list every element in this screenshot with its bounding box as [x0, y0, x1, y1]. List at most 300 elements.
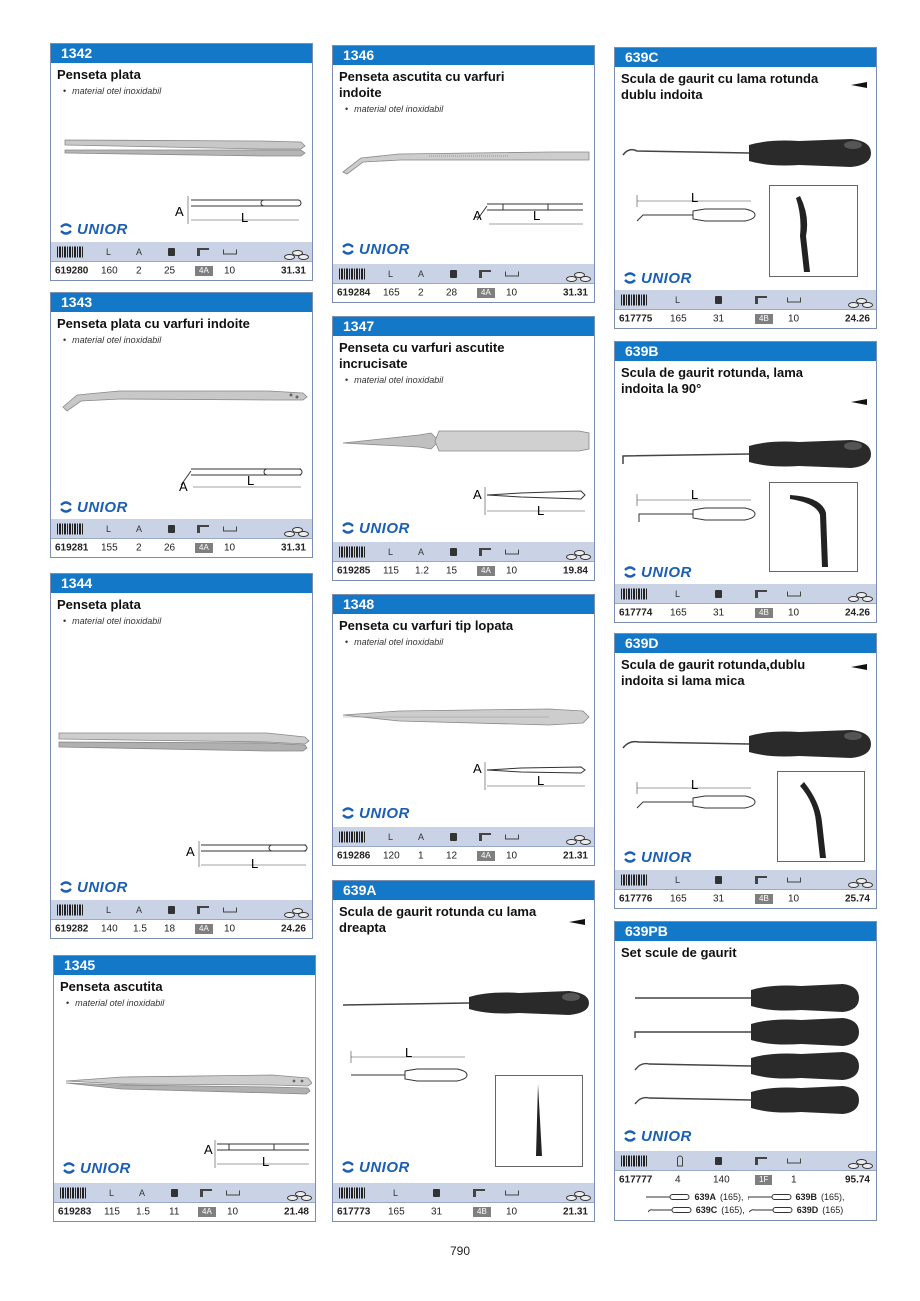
- product-title: Penseta cu varfuri tip lopata: [339, 618, 514, 633]
- unior-logo-mark-icon: [623, 1129, 637, 1143]
- product-material: • material otel inoxidabil: [54, 995, 315, 1008]
- set-item-length: (165),: [721, 1204, 745, 1215]
- article-code: 617773: [337, 1206, 371, 1218]
- a-value: 2: [136, 542, 142, 554]
- dimension-label-l: L: [691, 487, 699, 502]
- dimension-label-l: L: [251, 856, 259, 871]
- weight-value: 18: [164, 923, 176, 935]
- article-code: 619283: [58, 1206, 92, 1218]
- barcode-icon: [339, 268, 365, 279]
- product-material: • material otel inoxidabil: [51, 613, 312, 626]
- ruler-icon: [505, 271, 519, 276]
- unior-logo: [341, 520, 410, 536]
- weight-value: 31: [713, 607, 725, 619]
- tweezers-photo: [339, 705, 591, 729]
- unior-logo-mark-icon: [341, 521, 355, 535]
- coins-icon: [848, 877, 874, 889]
- length-header: L: [388, 268, 394, 279]
- qty-value: 10: [506, 565, 518, 577]
- product-number: 1347: [333, 317, 594, 336]
- ruler-icon: [505, 1190, 519, 1195]
- coins-icon: [566, 549, 592, 561]
- weight-value: 11: [169, 1206, 180, 1218]
- tip-detail-inset: [769, 482, 858, 572]
- dimension-drawing: [171, 194, 306, 226]
- price-value: 24.26: [844, 607, 870, 619]
- product-card-1344: [50, 573, 313, 939]
- length-header: L: [388, 831, 394, 842]
- lock-icon: [715, 1157, 722, 1165]
- package-icon: [197, 906, 209, 914]
- tweezers-photo: [61, 136, 311, 160]
- barcode-icon: [57, 246, 83, 257]
- package-icon: [755, 876, 767, 884]
- weight-value: 26: [164, 542, 176, 554]
- unior-logo-mark-icon: [341, 806, 355, 820]
- page-number: 790: [449, 1244, 471, 1258]
- product-number: 639PB: [615, 922, 876, 941]
- dimension-label-a: A: [473, 208, 482, 223]
- price-value: 31.31: [280, 542, 306, 554]
- product-title: Penseta plata cu varfuri indoite: [57, 316, 250, 331]
- spec-header: [615, 290, 876, 309]
- coins-icon: [566, 1190, 592, 1202]
- weight-value: 25: [164, 265, 176, 277]
- unior-logo: [341, 805, 410, 821]
- coins-icon: [284, 526, 310, 538]
- lock-icon: [715, 296, 722, 304]
- probe-mini-icon: [748, 1194, 792, 1200]
- price-value: 21.31: [562, 1206, 588, 1218]
- unior-logo: [59, 879, 128, 895]
- dimension-label-l: L: [241, 210, 249, 225]
- ruler-icon: [505, 549, 519, 554]
- ruler-icon: [223, 249, 237, 254]
- spec-header: [615, 1151, 876, 1170]
- price-value: 21.31: [562, 850, 588, 862]
- product-number: 1345: [54, 956, 315, 975]
- article-code: 617777: [619, 1174, 653, 1186]
- product-card-639a: [332, 880, 595, 1222]
- unior-logo: [59, 221, 128, 237]
- ruler-icon: [787, 1158, 801, 1163]
- spec-table: [333, 264, 594, 302]
- product-card-1348: [332, 594, 595, 866]
- ruler-icon: [787, 591, 801, 596]
- unior-logo: [623, 1128, 692, 1144]
- pack-badge: 4B: [755, 894, 773, 904]
- spec-values: [333, 1202, 594, 1221]
- tip-detail-inset: [777, 771, 865, 862]
- barcode-icon: [339, 1187, 365, 1198]
- direction-arrow-icon: [851, 82, 867, 88]
- tweezers-photo: [62, 1071, 312, 1097]
- price-value: 19.84: [562, 565, 588, 577]
- product-title: Scula de gaurit cu lama rotunda dublu indoita: [621, 71, 819, 102]
- weight-value: 31: [713, 313, 725, 325]
- unior-logo-mark-icon: [341, 1160, 355, 1174]
- weight-value: 31: [431, 1206, 443, 1218]
- dimension-label-l: L: [691, 190, 699, 205]
- spec-table: [615, 1151, 876, 1189]
- price-value: 24.26: [844, 313, 870, 325]
- length-header: L: [675, 294, 681, 305]
- dimension-label-a: A: [473, 487, 482, 502]
- lock-icon: [715, 590, 722, 598]
- a-header: A: [136, 523, 143, 534]
- coins-icon: [284, 249, 310, 261]
- lock-icon: [433, 1189, 440, 1197]
- set-contents: [615, 1190, 876, 1216]
- a-header: A: [418, 268, 425, 279]
- brand-name: UNIOR: [641, 269, 692, 287]
- spec-values: [615, 889, 876, 908]
- product-title: Scula de gaurit rotunda, lama indoita la 90°: [621, 365, 804, 396]
- ruler-icon: [226, 1190, 240, 1195]
- qty-value: 1: [791, 1174, 797, 1186]
- unior-logo: [59, 499, 128, 515]
- product-material: • material otel inoxidabil: [333, 634, 594, 647]
- set-item-length: (165),: [821, 1191, 845, 1202]
- set-contents-row: [615, 1190, 876, 1203]
- probe-tool-photo: [619, 724, 873, 764]
- article-code: 619281: [55, 542, 89, 554]
- article-code: 619285: [337, 565, 371, 577]
- tweezers-photo: [339, 146, 591, 176]
- dimension-label-a: A: [204, 1142, 213, 1157]
- product-card-1343: [50, 292, 313, 558]
- length-value: 165: [670, 893, 687, 905]
- a-value: 1.5: [136, 1206, 150, 1218]
- direction-arrow-icon: [851, 664, 867, 670]
- set-item-name: 639D: [796, 1204, 819, 1215]
- barcode-icon: [60, 1187, 86, 1198]
- length-header: L: [388, 546, 394, 557]
- dimension-label-a: A: [179, 479, 188, 494]
- spec-table: [51, 519, 312, 557]
- set-item-name: 639A: [694, 1191, 716, 1202]
- spec-header: [333, 542, 594, 561]
- product-title: Scula de gaurit rotunda,dublu indoita si lama mica: [621, 657, 806, 688]
- spec-header: [333, 827, 594, 846]
- barcode-icon: [621, 874, 647, 885]
- brand-name: UNIOR: [80, 1159, 131, 1177]
- pen-icon: [677, 1155, 683, 1166]
- brand-name: UNIOR: [77, 220, 128, 238]
- length-header: L: [109, 1187, 115, 1198]
- package-icon: [200, 1189, 212, 1197]
- spec-values: [51, 538, 312, 557]
- length-value: 140: [101, 923, 118, 935]
- tool-set-photo: [631, 980, 863, 1120]
- dimension-drawing: [473, 196, 588, 228]
- spec-table: [615, 584, 876, 622]
- tip-detail-inset: [769, 185, 858, 277]
- dimension-label-l: L: [247, 473, 255, 488]
- weight-value: 28: [446, 287, 458, 299]
- length-header: L: [106, 904, 112, 915]
- tip-detail-drawing: [778, 772, 864, 861]
- spec-table: [51, 900, 312, 938]
- length-value: 155: [101, 542, 118, 554]
- article-code: 619286: [337, 850, 371, 862]
- qty-value: 10: [506, 850, 518, 862]
- pieces-value: 4: [675, 1174, 681, 1186]
- spec-header: [615, 870, 876, 889]
- price-value: 21.48: [283, 1206, 309, 1218]
- product-number: 1346: [333, 46, 594, 65]
- package-icon: [755, 296, 767, 304]
- barcode-icon: [621, 588, 647, 599]
- product-card-639pb: [614, 921, 877, 1221]
- length-header: L: [675, 588, 681, 599]
- coins-icon: [566, 271, 592, 283]
- product-title: Scula de gaurit rotunda cu lama dreapta: [339, 904, 537, 935]
- set-item-length: (165),: [719, 1191, 744, 1202]
- dimension-label-a: A: [175, 204, 184, 219]
- product-number: 1342: [51, 44, 312, 63]
- length-header: L: [106, 523, 112, 534]
- pack-badge: 4A: [195, 924, 213, 934]
- price-value: 24.26: [280, 923, 306, 935]
- product-title: Penseta ascutita cu varfuri indoite: [339, 69, 505, 100]
- barcode-icon: [57, 523, 83, 534]
- spec-values: [51, 919, 312, 938]
- spec-table: [51, 242, 312, 280]
- probe-mini-icon: [646, 1194, 690, 1200]
- coins-icon: [848, 1158, 874, 1170]
- qty-value: 10: [227, 1206, 239, 1218]
- unior-logo: [62, 1160, 131, 1176]
- ruler-icon: [787, 297, 801, 302]
- lock-icon: [450, 833, 457, 841]
- package-icon: [479, 548, 491, 556]
- dimension-label-l: L: [537, 503, 545, 518]
- lock-icon: [450, 270, 457, 278]
- qty-value: 10: [224, 265, 236, 277]
- tip-detail-drawing: [770, 186, 857, 276]
- dimension-drawing: [179, 463, 309, 493]
- product-number: 639D: [615, 634, 876, 653]
- barcode-icon: [339, 831, 365, 842]
- product-title: Penseta cu varfuri ascutite incrucisate: [339, 340, 505, 371]
- package-icon: [197, 525, 209, 533]
- tweezers-photo: [57, 729, 311, 755]
- lock-icon: [168, 248, 175, 256]
- qty-value: 10: [788, 607, 800, 619]
- a-value: 2: [418, 287, 424, 299]
- a-value: 1: [418, 850, 424, 862]
- dimension-label-l: L: [405, 1045, 413, 1060]
- length-value: 120: [383, 850, 400, 862]
- product-material: • material otel inoxidabil: [51, 332, 312, 345]
- unior-logo-mark-icon: [59, 880, 73, 894]
- length-value: 115: [383, 565, 399, 577]
- ruler-icon: [787, 877, 801, 882]
- dimension-label-l: L: [533, 208, 541, 223]
- tip-detail-drawing: [770, 483, 857, 571]
- pack-badge: 4A: [477, 566, 495, 576]
- brand-name: UNIOR: [77, 878, 128, 896]
- pack-badge: 4A: [477, 288, 495, 298]
- product-title: Penseta plata: [57, 67, 141, 82]
- spec-header: [54, 1183, 315, 1202]
- package-icon: [755, 590, 767, 598]
- length-value: 165: [388, 1206, 405, 1218]
- brand-name: UNIOR: [359, 519, 410, 537]
- a-header: A: [418, 546, 425, 557]
- product-number: 639B: [615, 342, 876, 361]
- spec-header: [333, 264, 594, 283]
- spec-header: [51, 900, 312, 919]
- weight-value: 12: [446, 850, 458, 862]
- qty-value: 10: [506, 287, 518, 299]
- brand-name: UNIOR: [641, 563, 692, 581]
- unior-logo-mark-icon: [341, 242, 355, 256]
- probe-mini-icon: [749, 1207, 793, 1213]
- weight-value: 31: [713, 893, 725, 905]
- lock-icon: [168, 906, 175, 914]
- brand-name: UNIOR: [359, 804, 410, 822]
- qty-value: 10: [506, 1206, 518, 1218]
- price-value: 25.74: [844, 893, 870, 905]
- probe-tool-photo: [619, 434, 873, 474]
- price-value: 95.74: [844, 1174, 870, 1186]
- product-number: 1343: [51, 293, 312, 312]
- weight-value: 140: [713, 1174, 730, 1186]
- product-title: Set scule de gaurit: [621, 945, 737, 960]
- length-header: L: [106, 246, 112, 257]
- package-icon: [755, 1157, 767, 1165]
- spec-values: [615, 1170, 876, 1189]
- coins-icon: [566, 834, 592, 846]
- article-code: 619280: [55, 265, 89, 277]
- ruler-icon: [223, 907, 237, 912]
- product-number: 639A: [333, 881, 594, 900]
- product-title: Penseta ascutita: [60, 979, 163, 994]
- barcode-icon: [621, 1155, 647, 1166]
- article-code: 617776: [619, 893, 653, 905]
- set-item-length: (165): [822, 1204, 844, 1215]
- pack-badge: 4B: [473, 1207, 491, 1217]
- product-card-639d: [614, 633, 877, 909]
- weight-value: 15: [446, 565, 458, 577]
- probe-mini-icon: [648, 1207, 692, 1213]
- dimension-label-a: A: [473, 761, 482, 776]
- direction-arrow-icon: [851, 399, 867, 405]
- spec-table: [333, 827, 594, 865]
- a-header: A: [136, 246, 143, 257]
- pack-badge: 4A: [195, 543, 213, 553]
- brand-name: UNIOR: [641, 1127, 692, 1145]
- dimension-label-l: L: [537, 773, 545, 788]
- qty-value: 10: [224, 542, 236, 554]
- spec-header: [51, 519, 312, 538]
- package-icon: [197, 248, 209, 256]
- brand-name: UNIOR: [359, 1158, 410, 1176]
- tip-detail-drawing: [496, 1076, 582, 1166]
- product-number: 1348: [333, 595, 594, 614]
- unior-logo: [341, 1159, 410, 1175]
- article-code: 619282: [55, 923, 89, 935]
- spec-table: [615, 870, 876, 908]
- length-value: 165: [670, 607, 687, 619]
- spec-table: [615, 290, 876, 328]
- coins-icon: [287, 1190, 313, 1202]
- pack-badge: 4A: [477, 851, 495, 861]
- product-card-639b: [614, 341, 877, 623]
- a-header: A: [136, 904, 143, 915]
- unior-logo-mark-icon: [623, 565, 637, 579]
- ruler-icon: [505, 834, 519, 839]
- lock-icon: [450, 548, 457, 556]
- spec-table: [333, 1183, 594, 1221]
- set-contents-row: [615, 1203, 876, 1216]
- product-material: • material otel inoxidabil: [51, 83, 312, 96]
- spec-values: [333, 846, 594, 865]
- product-material: • material otel inoxidabil: [333, 372, 594, 385]
- package-icon: [479, 833, 491, 841]
- product-card-1346: [332, 45, 595, 303]
- spec-values: [333, 283, 594, 302]
- qty-value: 10: [224, 923, 236, 935]
- spec-values: [54, 1202, 315, 1221]
- qty-value: 10: [788, 893, 800, 905]
- a-value: 1.5: [133, 923, 147, 935]
- article-code: 617775: [619, 313, 653, 325]
- dimension-drawing: [481, 760, 589, 794]
- barcode-icon: [621, 294, 647, 305]
- product-card-1347: [332, 316, 595, 581]
- set-item-name: 639B: [795, 1191, 818, 1202]
- pack-badge: 4B: [755, 608, 773, 618]
- dimension-drawing: [209, 1138, 313, 1170]
- set-item-name: 639C: [695, 1204, 718, 1215]
- tweezers-photo: [59, 385, 309, 415]
- a-value: 2: [136, 265, 142, 277]
- brand-name: UNIOR: [77, 498, 128, 516]
- pack-badge: 4B: [755, 314, 773, 324]
- unior-logo: [341, 241, 410, 257]
- product-card-639c: [614, 47, 877, 329]
- lock-icon: [171, 1189, 178, 1197]
- lock-icon: [168, 525, 175, 533]
- probe-tool-photo: [339, 981, 591, 1025]
- brand-name: UNIOR: [359, 240, 410, 258]
- product-title: Penseta plata: [57, 597, 141, 612]
- spec-values: [615, 603, 876, 622]
- coins-icon: [848, 591, 874, 603]
- length-value: 165: [670, 313, 687, 325]
- unior-logo-mark-icon: [623, 850, 637, 864]
- article-code: 617774: [619, 607, 653, 619]
- product-card-1345: [53, 955, 316, 1222]
- coins-icon: [848, 297, 874, 309]
- unior-logo: [623, 849, 692, 865]
- spec-values: [333, 561, 594, 580]
- product-number: 1344: [51, 574, 312, 593]
- a-value: 1.2: [415, 565, 429, 577]
- article-code: 619284: [337, 287, 371, 299]
- lock-icon: [715, 876, 722, 884]
- dimension-label-l: L: [691, 777, 699, 792]
- package-icon: [479, 270, 491, 278]
- barcode-icon: [57, 904, 83, 915]
- unior-logo: [623, 270, 692, 286]
- product-number: 639C: [615, 48, 876, 67]
- pack-badge: 4A: [198, 1207, 216, 1217]
- product-card-1342: [50, 43, 313, 281]
